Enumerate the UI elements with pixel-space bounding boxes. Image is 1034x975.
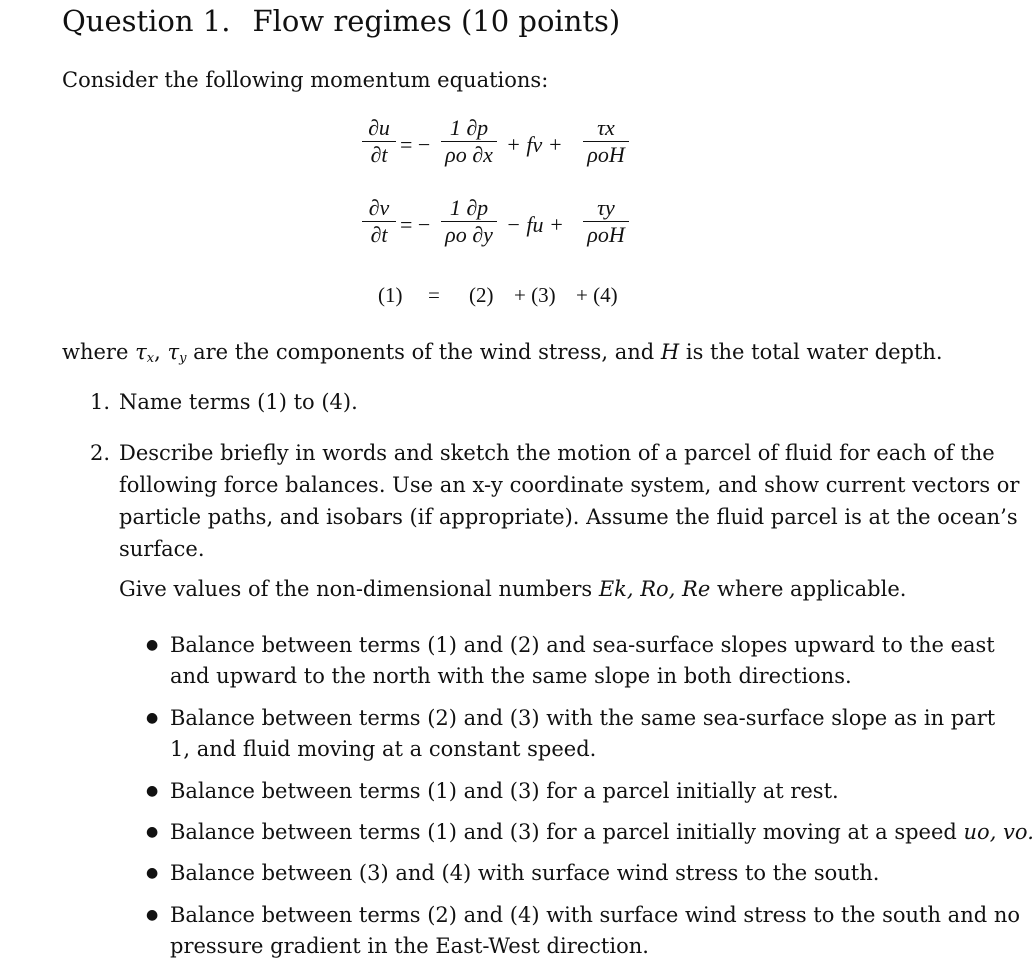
eq2-t4-den: ρoH xyxy=(587,222,625,247)
eq2-equals: = − xyxy=(400,212,431,237)
give-prefix: Give values of the non-dimensional numbers xyxy=(119,577,593,601)
tau-x-symbol: τ xyxy=(135,340,147,364)
give-suffix: where applicable. xyxy=(716,577,907,601)
question-heading xyxy=(62,4,620,38)
eq2-lhs xyxy=(362,196,396,247)
bullet-line-text: Balance between terms (1) and (3) for a parcel initially moving at a speed xyxy=(170,820,957,844)
intro-text: Consider the following momentum equations: xyxy=(62,68,549,92)
where-prefix: where xyxy=(62,340,129,364)
bullet-line: Balance between terms (2) and (3) with the same sea-surface slope as in part xyxy=(170,706,996,730)
eq1-lhs-den: ∂t xyxy=(370,142,388,167)
eq1-equals: = − xyxy=(400,132,431,157)
tau-y-subscript: y xyxy=(179,351,187,366)
bullet-line xyxy=(170,817,1034,848)
bullet-dot-icon: ● xyxy=(146,710,159,726)
tau-y-symbol: τ xyxy=(167,340,180,364)
eq1-lhs xyxy=(362,116,396,167)
item-text-line: Describe briefly in words and sketch the motion of a parcel of fluid for each of the xyxy=(119,441,995,465)
where-statement xyxy=(62,336,943,375)
bullet-line: Balance between terms (1) and (2) and sea-surface slopes upward to the east xyxy=(170,633,995,657)
eq1-wind-term xyxy=(583,116,629,167)
eq1-t2-den: ρo ∂x xyxy=(445,142,493,167)
depth-symbol: H xyxy=(660,340,680,364)
bullet-dot-icon: ● xyxy=(146,783,159,799)
question-title: Flow regimes (10 points) xyxy=(252,4,621,38)
eq1-t4-den: ρoH xyxy=(587,142,625,167)
bullet-dot-icon: ● xyxy=(146,865,159,881)
bullet-line: Balance between terms (1) and (3) for a parcel initially at rest. xyxy=(170,779,839,803)
eq2-wind-term xyxy=(583,196,629,247)
item-text-line: following force balances. Use an x-y coordinate system, and show current vectors or xyxy=(119,473,1020,497)
bullet-dot-icon: ● xyxy=(146,907,159,923)
eq1-coriolis: + fv + xyxy=(506,132,563,157)
eq2-pressure-term xyxy=(441,196,497,247)
eq1-lhs-num: ∂u xyxy=(362,116,396,142)
term-label-3: + (3) xyxy=(514,283,556,307)
where-comma: , xyxy=(154,340,161,364)
bullet-line: 1, and fluid moving at a constant speed. xyxy=(170,737,597,761)
initial-speed-symbols: uo, vo. xyxy=(963,820,1034,844)
eq2-t2-num: 1 ∂p xyxy=(441,196,497,222)
where-middle: are the components of the wind stress, and xyxy=(193,340,655,364)
bullet-line: Balance between (3) and (4) with surface wind stress to the south. xyxy=(170,861,880,885)
dimensionless-numbers-instruction xyxy=(119,573,906,605)
bullet-dot-icon: ● xyxy=(146,637,159,653)
where-suffix: is the total water depth. xyxy=(685,340,943,364)
eq2-lhs-den: ∂t xyxy=(370,222,388,247)
bullet-line: Balance between terms (2) and (4) with surface wind stress to the south and no xyxy=(170,903,1021,927)
bullet-line: and upward to the north with the same slope in both directions. xyxy=(170,664,852,688)
give-numbers: Ek, Ro, Re xyxy=(598,577,711,601)
item-number: 1. xyxy=(90,390,111,414)
eq1-pressure-term xyxy=(441,116,497,167)
eq2-t2-den: ρo ∂y xyxy=(445,222,493,247)
term-label-2: (2) xyxy=(469,283,494,307)
bullet-dot-icon: ● xyxy=(146,824,159,840)
bullet-line: pressure gradient in the East-West direction. xyxy=(170,934,649,958)
eq2-coriolis: − fu + xyxy=(506,212,564,237)
eq1-t2-num: 1 ∂p xyxy=(441,116,497,142)
item-number: 2. xyxy=(90,441,111,465)
eq2-lhs-num: ∂v xyxy=(362,196,396,222)
item-text-line: surface. xyxy=(119,537,205,561)
term-label-1: (1) xyxy=(378,283,403,307)
eq1-t4-num: τx xyxy=(583,116,629,142)
item-text-line: particle paths, and isobars (if appropriate). Assume the fluid parcel is at the ocean’s xyxy=(119,505,1018,529)
tau-x-subscript: x xyxy=(146,351,155,366)
term-label-4: + (4) xyxy=(576,283,618,307)
question-label: Question 1. xyxy=(62,4,231,38)
eq2-t4-num: τy xyxy=(583,196,629,222)
term-label-equals: = xyxy=(428,283,440,307)
item-text: Name terms (1) to (4). xyxy=(119,390,358,414)
